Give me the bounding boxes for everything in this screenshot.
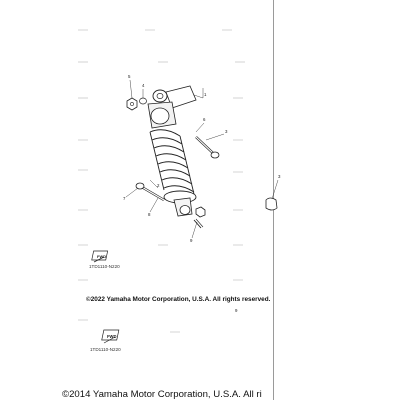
callout-3-side: 3: [278, 174, 281, 179]
lower-nut: [196, 207, 205, 217]
copyright-outer: ©2014 Yamaha Motor Corporation, U.S.A. All ri: [62, 389, 262, 400]
fwd-text-upper: FWD: [97, 254, 107, 259]
callout-9: 9: [190, 238, 193, 243]
copyright-inner: ©2022 Yamaha Motor Corporation, U.S.A. All rights reserved.: [86, 296, 271, 303]
fwd-text-lower: FWD: [107, 334, 117, 339]
upper-bolt: [196, 137, 219, 158]
lower-bolt: [136, 183, 164, 200]
shock-absorber: [148, 86, 196, 216]
fwd-badge-upper: [92, 251, 108, 262]
side-part: [266, 198, 277, 210]
fwd-code-upper: 1TD1110-N220: [89, 264, 120, 269]
upper-nut: [127, 98, 137, 110]
fwd-code-lower: 1TD1110-N220: [90, 347, 121, 352]
upper-washer: [140, 98, 147, 104]
callout-5: 5: [128, 74, 131, 79]
callout-9-lower: 9: [235, 308, 238, 313]
callout-4: 4: [142, 83, 145, 88]
fwd-badge-lower: [102, 330, 119, 343]
callout-1: 1: [204, 92, 207, 97]
callout-6: 6: [203, 117, 206, 122]
callout-7: 7: [123, 196, 126, 201]
callout-2: 2: [157, 183, 160, 188]
callout-8: 8: [148, 212, 151, 217]
callout-3: 3: [225, 129, 228, 134]
